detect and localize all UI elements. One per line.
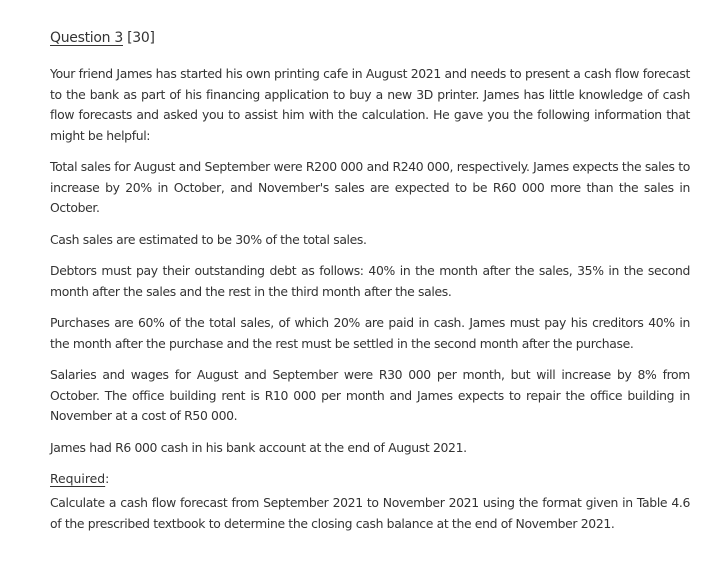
paragraph-intro: Your friend James has started his own printing cafe in August 2021 and needs to present a cash flow forecast to the bank as part of his financing application to buy a new 3D printer. James has little knowledge of cash flow forecasts and asked you to assist him with the calculation. He gave you the following information that might be helpful: [50, 66, 690, 143]
required-colon: : [105, 471, 110, 486]
question-marks: [30] [127, 30, 155, 46]
question-heading [50, 28, 690, 48]
required-label: Required [50, 471, 106, 486]
paragraph-salaries-rent: Salaries and wages for August and September were R30 000 per month, but will increase by 8% from October. The office building rent is R10 000 per month and James expects to repair the office building in November at a cost of R50 000. [50, 367, 690, 423]
paragraph-debtors: Debtors must pay their outstanding debt as follows: 40% in the month after the sales, 35% in the second month after the sales and the rest in the third month after the sales. [50, 263, 690, 299]
paragraph-opening-cash: James had R6 000 cash in his bank account at the end of August 2021. [50, 439, 467, 455]
paragraph-purchases: Purchases are 60% of the total sales, of which 20% are paid in cash. James must pay his creditors 40% in the month after the purchase and the rest must be settled in the second month after the purchase. [50, 315, 690, 351]
question-title: Question 3 [50, 30, 123, 46]
paragraph-sales: Total sales for August and September were R200 000 and R240 000, respectively. James expects the sales to increase by 20% in October, and November's sales are expected to be R60 000 more than the sales in October. [50, 159, 690, 215]
required-heading [50, 469, 690, 489]
required-text: Calculate a cash flow forecast from September 2021 to November 2021 using the format given in Table 4.6 of the prescribed textbook to determine the closing cash balance at the end of November 2021. [50, 495, 690, 531]
question-document [50, 28, 690, 545]
paragraph-cash-sales: Cash sales are estimated to be 30% of the total sales. [50, 231, 367, 247]
